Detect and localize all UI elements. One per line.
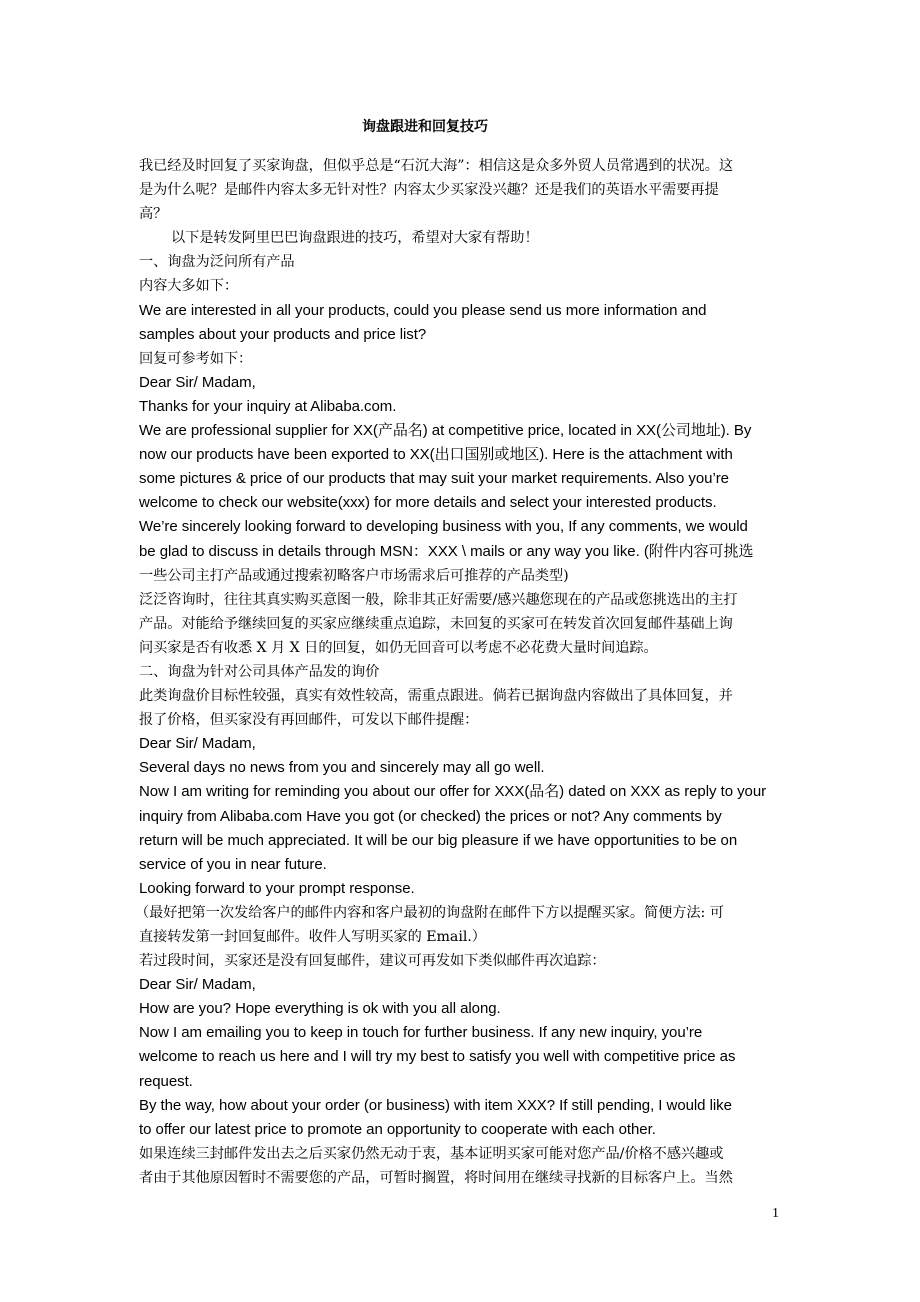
text-line: 如果连续三封邮件发出去之后买家仍然无动于衷，基本证明买家可能对您产品/价格不感兴趣或: [139, 1145, 724, 1162]
text-line: welcome to reach us here and I will try my best to satisfy you well with competitive price as: [139, 1048, 736, 1066]
text-line: inquiry from Alibaba.com Have you got (or checked) the prices or not? Any comments by: [139, 807, 722, 825]
text-line: Thanks for your inquiry at Alibaba.com.: [139, 397, 397, 415]
text-line: to offer our latest price to promote an opportunity to cooperate with each other.: [139, 1120, 656, 1138]
text-line: Several days no news from you and sincerely may all go well.: [139, 759, 545, 777]
text-line: Dear Sir/ Madam,: [139, 976, 256, 994]
text-line: 内容大多如下：: [139, 278, 238, 295]
text-line: We’re sincerely looking forward to developing business with you, If any comments, we would: [139, 518, 748, 536]
text-line: 二、询盘为针对公司具体产品发的询价: [139, 663, 380, 680]
text-line: Dear Sir/ Madam,: [139, 735, 256, 753]
text-line: 是为什么呢？是邮件内容太多无针对性？内容太少买家没兴趣？还是我们的英语水平需要再提: [139, 182, 719, 199]
text-line: return will be much appreciated. It will be our big pleasure if we have opportunities to be on: [139, 831, 738, 849]
text-line: service of you in near future.: [139, 855, 327, 873]
text-line: 回复可参考如下：: [139, 350, 253, 367]
text-line: （最好把第一次发给客户的邮件内容和客户最初的询盘附在邮件下方以提醒买家。简便方法: 可: [135, 904, 724, 921]
text-line: be glad to discuss in details through MSN：XXX \ mails or any way you like. (附件内容可挑选: [139, 542, 754, 560]
document-title: 询盘跟进和回复技巧: [362, 119, 488, 135]
text-line: request.: [139, 1072, 193, 1090]
text-line: 高？: [139, 206, 168, 223]
text-line: 报了价格，但买家没有再回邮件，可发以下邮件提醒：: [139, 712, 479, 729]
page-number: 1: [772, 1206, 779, 1221]
text-line: 我已经及时回复了买家询盘，但似乎总是“石沉大海”：相信这是众多外贸人员常遇到的状况。这: [139, 158, 734, 174]
text-line: 若过段时间，买家还是没有回复邮件，建议可再发如下类似邮件再次追踪：: [139, 953, 606, 970]
text-line: By the way, how about your order (or business) with item XXX? If still pending, I would like: [139, 1096, 732, 1114]
text-line: now our products have been exported to XX(出口国别或地区). Here is the attachment with: [139, 446, 733, 464]
text-line: 问买家是否有收悉 X 月 X 日的回复，如仍无回音可以考虑不必花费大量时间追踪。: [139, 639, 658, 656]
text-line: samples about your products and price list?: [139, 325, 427, 343]
text-line: 以下是转发阿里巴巴询盘跟进的技巧，希望对大家有帮助！: [171, 230, 539, 247]
text-line: Now I am writing for reminding you about our offer for XXX(品名) dated on XXX as reply to your: [139, 783, 767, 801]
text-line: 一些公司主打产品或通过搜索初略客户市场需求后可推荐的产品类型): [139, 567, 569, 584]
text-line: Now I am emailing you to keep in touch for further business. If any new inquiry, you’re: [139, 1024, 703, 1042]
text-line: We are professional supplier for XX(产品名) at competitive price, located in XX(公司地址). By: [139, 422, 752, 440]
text-line: some pictures & price of our products that may suit your market requirements. Also you’re: [139, 470, 729, 488]
text-line: We are interested in all your products, could you please send us more information and: [139, 301, 707, 319]
text-line: welcome to check our website(xxx) for more details and select your interested products.: [139, 494, 717, 512]
text-line: 直接转发第一封回复邮件。收件人写明买家的 Email.）: [139, 929, 486, 945]
text-line: 者由于其他原因暂时不需要您的产品，可暂时搁置，将时间用在继续寻找新的目标客户上。当然: [139, 1169, 733, 1186]
text-line: 产品。对能给予继续回复的买家应继续重点追踪，未回复的买家可在转发首次回复邮件基础上询: [139, 615, 733, 632]
document-body: [135, 154, 811, 1190]
text-line: 此类询盘价目标性较强，真实有效性较高，需重点跟进。倘若已据询盘内容做出了具体回复，并: [139, 688, 733, 705]
text-line: How are you? Hope everything is ok with you all along.: [139, 1000, 501, 1018]
text-line: 泛泛咨询时，往往其真实购买意图一般，除非其正好需要/感兴趣您现在的产品或您挑选出的主打: [139, 591, 738, 608]
text-line: 一、询盘为泛问所有产品: [139, 254, 295, 271]
text-line: Looking forward to your prompt response.: [139, 879, 415, 897]
text-line: Dear Sir/ Madam,: [139, 373, 256, 391]
